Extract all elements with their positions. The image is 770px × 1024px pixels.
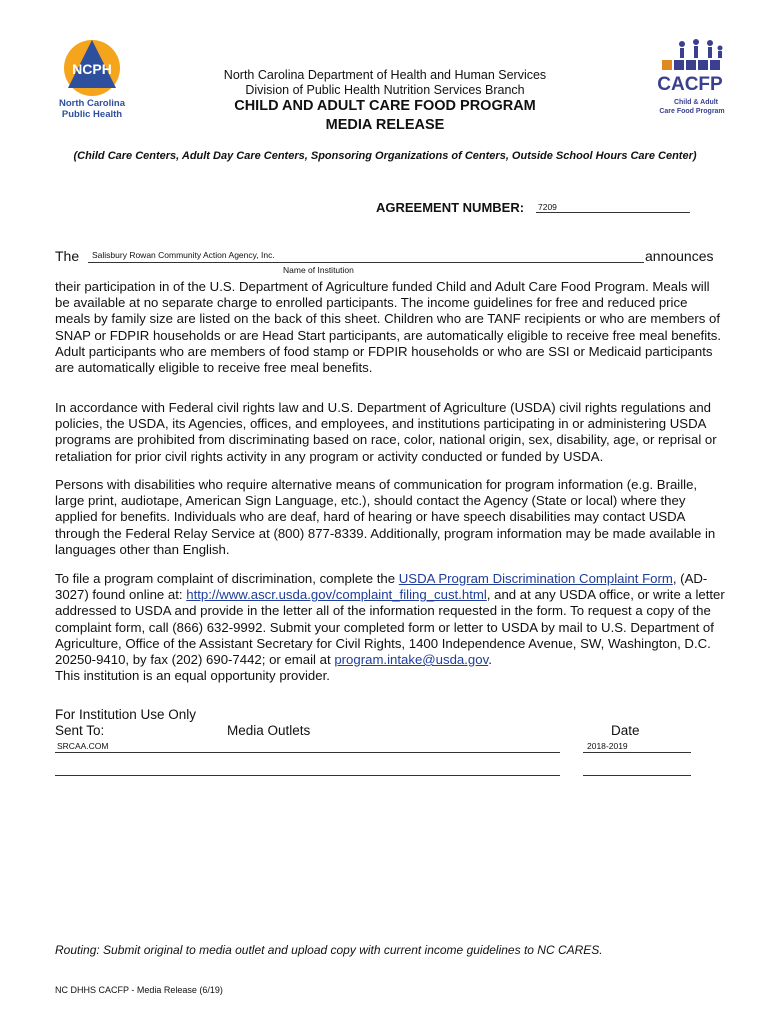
- ncph-logo-text: NCPH: [72, 61, 112, 77]
- media-outlet-line-2[interactable]: [55, 775, 560, 776]
- cacfp-sub-line1: Child & Adult: [673, 99, 719, 106]
- agreement-label: AGREEMENT NUMBER:: [376, 200, 525, 215]
- institution-name-field[interactable]: Salisbury Rowan Community Action Agency, Inc.: [92, 250, 275, 260]
- complaint-text-a: To file a program complaint of discrimination, complete the: [55, 571, 399, 586]
- institution-suffix: announces: [645, 248, 714, 264]
- media-outlet-field-1[interactable]: SRCAA.COM: [57, 741, 109, 751]
- date-label: Date: [611, 723, 640, 738]
- division-name: Division of Public Health Nutrition Services Branch: [245, 83, 525, 97]
- dept-name: North Carolina Department of Health and Human Services: [223, 68, 547, 82]
- cacfp-sub-line2: Care Food Program: [659, 108, 725, 115]
- equal-opportunity-statement: This institution is an equal opportunity provider.: [55, 668, 330, 684]
- sent-to-label: Sent To:: [55, 723, 105, 738]
- form-footer: NC DHHS CACFP - Media Release (6/19): [55, 985, 223, 995]
- agreement-line: [536, 212, 690, 213]
- media-outlets-label: Media Outlets: [227, 723, 311, 738]
- paragraph-participation: their participation in of the U.S. Department of Agriculture funded Child and Adult Care Food Program. Meals will be available at no separate charge to enrolled participants. The income guidelines for free and reduced price meals by family size are listed on the back of this sheet. Children who are TANF recipients or who are members of SNAP or FDPIR households or are Head Start participants, are automatically eligible to receive free meal benefits. Adult participants who are members of food stamp or FDPIR households or who are SSI or Medicaid participants are automatically eligible to receive free meal benefits.: [55, 279, 722, 376]
- doc-title-line2: MEDIA RELEASE: [325, 117, 445, 133]
- complaint-url-link[interactable]: http://www.ascr.usda.gov/complaint_filing_cust.html: [186, 587, 487, 603]
- date-line-2[interactable]: [583, 775, 691, 776]
- agreement-number-field[interactable]: 7209: [538, 202, 557, 212]
- date-field-1[interactable]: 2018-2019: [587, 741, 628, 751]
- complaint-text-c: , and at any USDA office, or write a letter addressed to USDA and provide in the letter all of the information requested in the form. To request a copy of the complaint form, call (866) 632-9992. Submit your completed form or letter to USDA by mail to U.S. Department of Agriculture, Office of the Assistant Secretary for Civil Rights, 1400 Independence Avenue, SW, Washington, D.C. 20250-9410, by fax (202) 690-7442; or email at: [55, 587, 725, 668]
- facility-types-text: Child Care Centers, Adult Day Care Centers, Sponsoring Organizations of Centers, Outside School Hours Care Center): [77, 150, 697, 162]
- ncph-org-line1: North Carolina: [59, 98, 125, 109]
- cacfp-logo-text: CACFP: [657, 74, 723, 95]
- ncph-org-line2: Public Health: [61, 109, 123, 120]
- institution-use-block: [55, 707, 196, 739]
- doc-title-line1: CHILD AND ADULT CARE FOOD PROGRAM: [234, 98, 536, 114]
- institution-prefix: The: [55, 248, 80, 264]
- email-link[interactable]: program.intake@usda.gov: [334, 652, 489, 668]
- media-outlet-line-1: [55, 752, 560, 753]
- institution-caption: Name of Institution: [283, 265, 354, 275]
- complaint-form-link[interactable]: USDA Program Discrimination Complaint Form: [398, 571, 673, 586]
- complaint-text-d: .: [488, 652, 492, 668]
- date-line-1: [583, 752, 691, 753]
- paragraph-civil-rights: In accordance with Federal civil rights law and U.S. Department of Agriculture (USDA) civil rights regulations and policies, the USDA, its Agencies, offices, and employees, and institutions participating in or administering USDA programs are prohibited from discriminating based on race, color, national origin, sex, disability, age, or reprisal or retaliation for prior civil rights activity in any program or activity conducted or funded by USDA.: [55, 400, 717, 464]
- routing-instructions: Routing: Submit original to media outlet and upload copy with current income guidelines to NC CARES.: [55, 943, 603, 957]
- paragraph-complaint: [55, 571, 725, 684]
- paragraph-disabilities: Persons with disabilities who require alternative means of communication for program information (e.g. Braille, large print, audiotape, American Sign Language, etc.), should contact the Agency (State or local) where they applied for benefits. Individuals who are deaf, hard of hearing or have speech disabilities may contact USDA through the Federal Relay Service at (800) 877-8339. Additionally, program information may be made available in languages other than English.: [55, 477, 716, 557]
- facility-types: [40, 150, 730, 162]
- complaint-text-b: , (AD-3027) found online at:: [55, 571, 708, 603]
- institution-line: [88, 262, 644, 263]
- institution-use-label: For Institution Use Only: [55, 707, 197, 722]
- facility-types-open-paren: (: [73, 150, 78, 162]
- people-figures-icon: [679, 39, 723, 58]
